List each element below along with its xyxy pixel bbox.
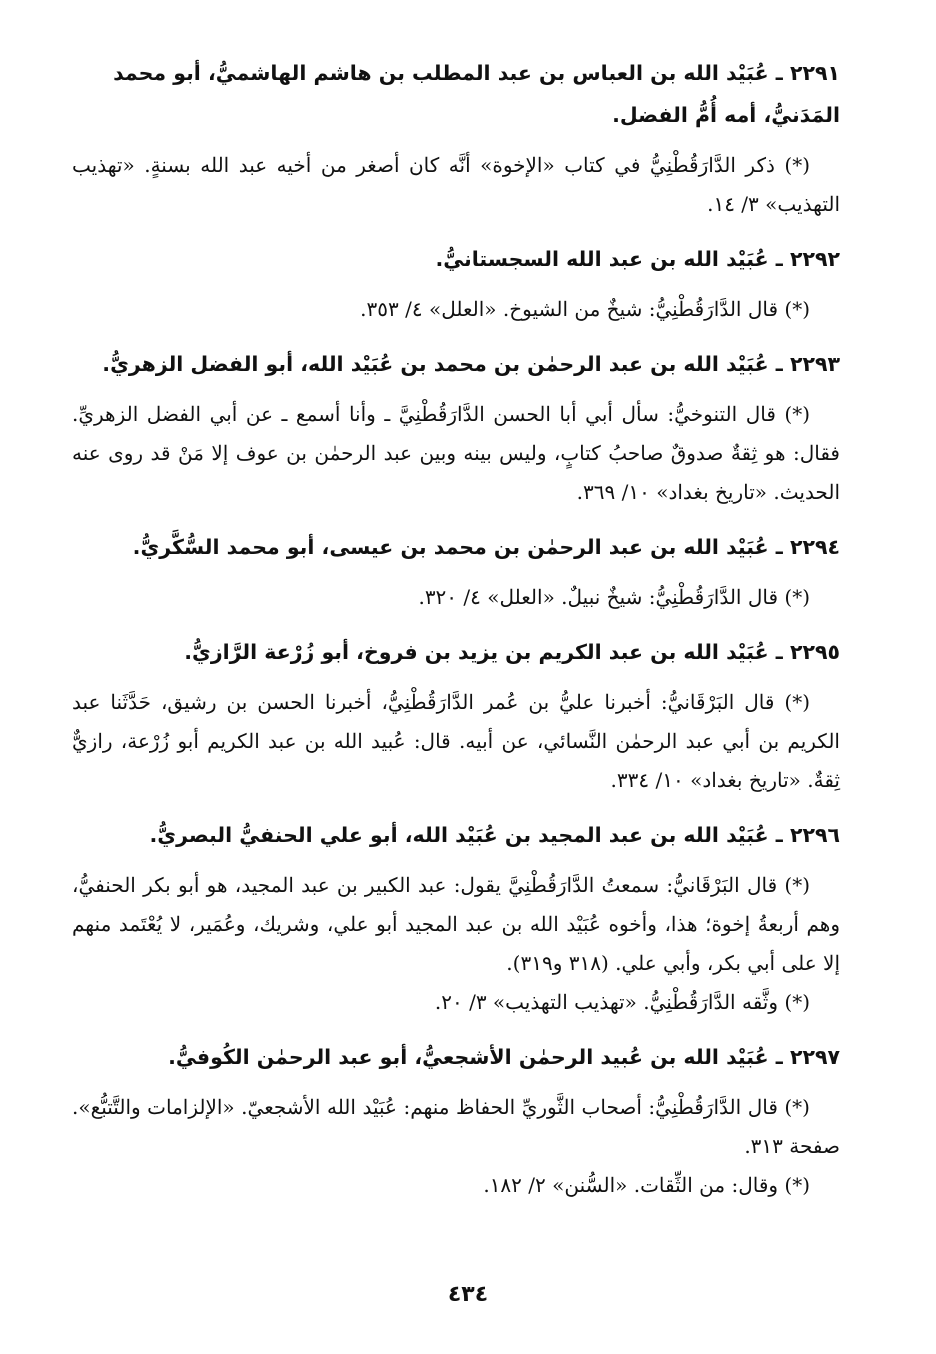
entry-heading: ٢٢٩٢ ـ عُبَيْد الله بن عبد الله السجستانيُّ. bbox=[435, 247, 840, 271]
entry-2297 bbox=[72, 1036, 840, 1205]
entry-heading: ٢٢٩١ ـ عُبَيْد الله بن العباس بن عبد المطلب بن هاشم الهاشميُّ، أبو محمد المَدَنيُّ، أمه أُمُّ الفضل. bbox=[113, 61, 840, 127]
entry-note: (*) قال البَرْقَانيُّ: أخبرنا عليُّ بن عُمر الدَّارَقُطْنِيُّ، أخبرنا الحسن بن رشيق، حَدَّثَنا عبد الكريم بن أبي عبد الرحمٰن النَّسائي، عن أبيه. قال: عُبيد الله بن عبد الكريم أبو زُرْعة، رازيٌّ ثِقةٌ. «تاريخ بغداد» ١٠/ ٣٣٤. bbox=[72, 690, 840, 792]
entry-heading: ٢٢٩٦ ـ عُبَيْد الله بن عبد المجيد بن عُبَيْد الله، أبو علي الحنفيُّ البصريُّ. bbox=[149, 823, 840, 847]
entry-heading: ٢٢٩٣ ـ عُبَيْد الله بن عبد الرحمٰن بن محمد بن عُبَيْد الله، أبو الفضل الزهريُّ. bbox=[102, 352, 840, 376]
entry-note: (*) قال البَرْقَانيُّ: سمعتُ الدَّارَقُطْنِيَّ يقول: عبد الكبير بن عبد المجيد، هو أبو بكر الحنفيُّ، وهم أربعةُ إخوة؛ هذا، وأخوه عُبَيْد الله بن عبد المجيد أبو علي، وشريك، وعُمَير، لا يُعْتَمد منهم إلا على أبي بكر، وأبي علي. (٣١٨ و٣١٩). bbox=[72, 873, 840, 975]
entry-note: (*) قال التنوخيُّ: سأل أبي أبا الحسن الدَّارَقُطْنِيَّ ـ وأنا أسمع ـ عن أبي الفضل الزهريِّ. فقال: هو ثِقةٌ صدوقٌ صاحبُ كتابٍ، وليس بينه وبين عبد الرحمٰن بن عوف إلا مَنْ قد روى عنه الحديث. «تاريخ بغداد» ١٠/ ٣٦٩. bbox=[72, 402, 840, 504]
entry-2294 bbox=[72, 526, 840, 617]
entry-2291 bbox=[72, 52, 840, 224]
entry-2296 bbox=[72, 814, 840, 1022]
entry-note: (*) وثَّقه الدَّارَقُطْنِيُّ. «تهذيب التهذيب» ٣/ ٢٠. bbox=[434, 990, 810, 1014]
entry-note: (*) قال الدَّارَقُطْنِيُّ: شيخٌ من الشيوخ. «العلل» ٤/ ٣٥٣. bbox=[360, 297, 810, 321]
entry-heading: ٢٢٩٥ ـ عُبَيْد الله بن عبد الكريم بن يزيد بن فروخ، أبو زُرْعة الرَّازيُّ. bbox=[184, 640, 840, 664]
entry-note: (*) قال الدَّارَقُطْنِيُّ: أصحاب الثَّوريِّ الحفاظ منهم: عُبَيْد الله الأشجعيّ. «الإلزامات والتَّتبُّع». صفحة ٣١٣. bbox=[72, 1095, 840, 1158]
entry-heading: ٢٢٩٤ ـ عُبَيْد الله بن عبد الرحمٰن بن محمد بن عيسى، أبو محمد السُّكَّريُّ. bbox=[132, 535, 840, 559]
entry-note: (*) وقال: من الثِّقات. «السُّنن» ٢/ ١٨٢. bbox=[483, 1173, 810, 1197]
page-number: ٤٣٤ bbox=[447, 1282, 489, 1307]
entry-heading: ٢٢٩٧ ـ عُبَيْد الله بن عُبيد الرحمٰن الأشجعيُّ، أبو عبد الرحمٰن الكُوفيُّ. bbox=[168, 1045, 840, 1069]
entry-2293 bbox=[72, 343, 840, 512]
entry-2292 bbox=[72, 238, 840, 329]
entry-note: (*) ذكر الدَّارَقُطْنِيُّ في كتاب «الإخوة» أنَّه كان أصغر من أخيه عبد الله بسنةٍ. «تهذيب التهذيب» ٣/ ١٤. bbox=[72, 153, 840, 216]
entry-note: (*) قال الدَّارَقُطْنِيُّ: شيخٌ نبيلٌ. «العلل» ٤/ ٣٢٠. bbox=[418, 585, 810, 609]
entry-2295 bbox=[72, 631, 840, 800]
